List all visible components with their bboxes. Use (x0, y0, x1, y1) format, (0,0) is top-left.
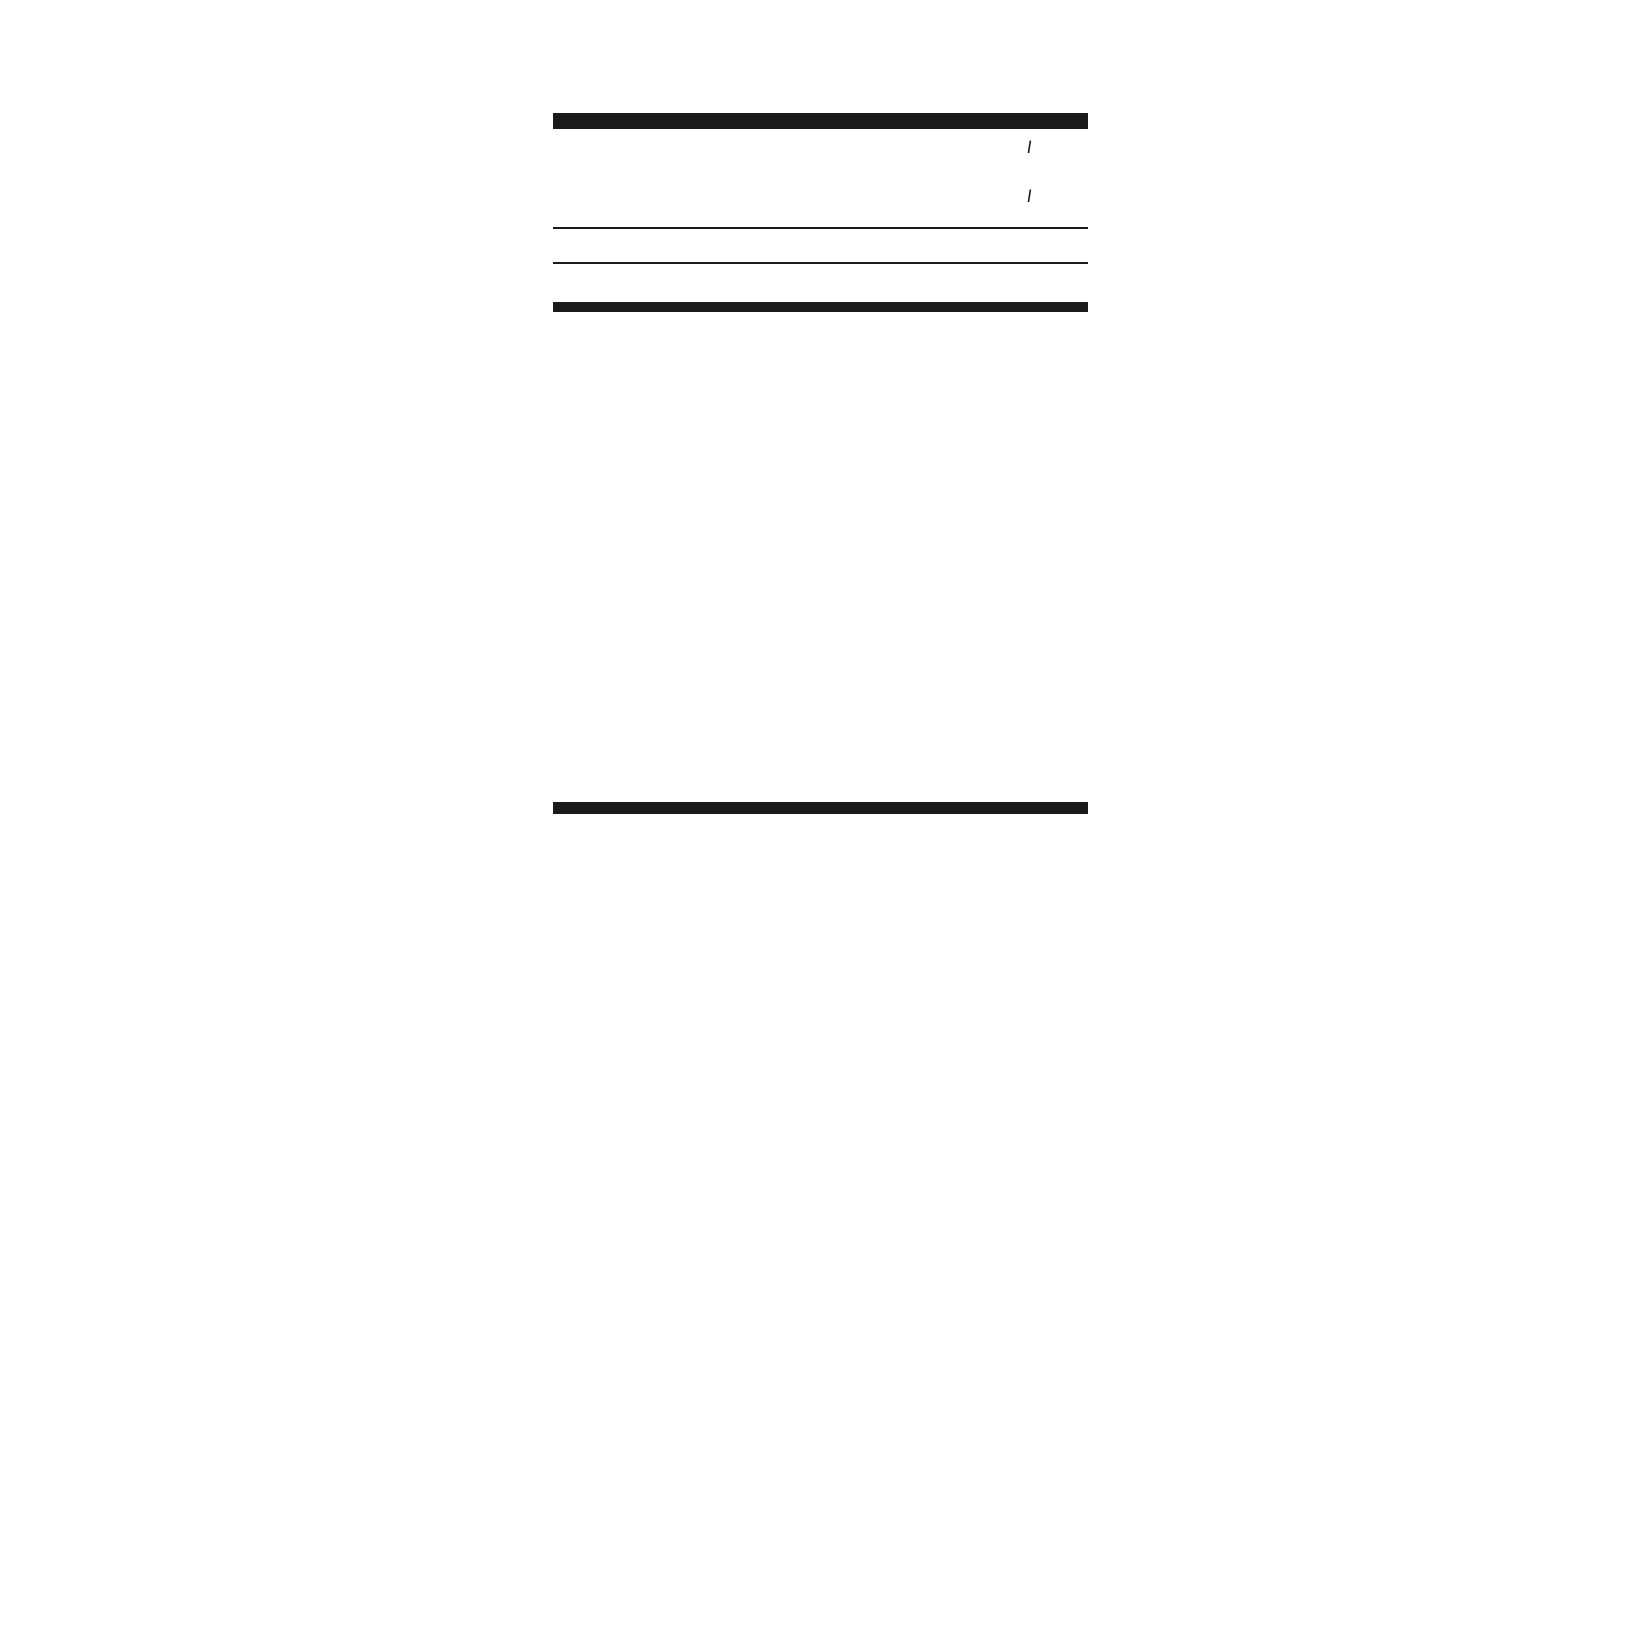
thick-rule-top (553, 113, 1088, 129)
calories-from-fat-row (553, 264, 1088, 299)
cereal-column-header (881, 178, 953, 200)
calories-row (553, 229, 1088, 264)
milk-column-header: / / (1027, 137, 1032, 206)
medium-rule (553, 302, 1088, 312)
serving-size-value (553, 48, 1088, 73)
servings-per-container-value (553, 79, 1088, 104)
nutrition-facts-label (553, 0, 1088, 1637)
thick-rule-vitamins (553, 802, 1088, 814)
